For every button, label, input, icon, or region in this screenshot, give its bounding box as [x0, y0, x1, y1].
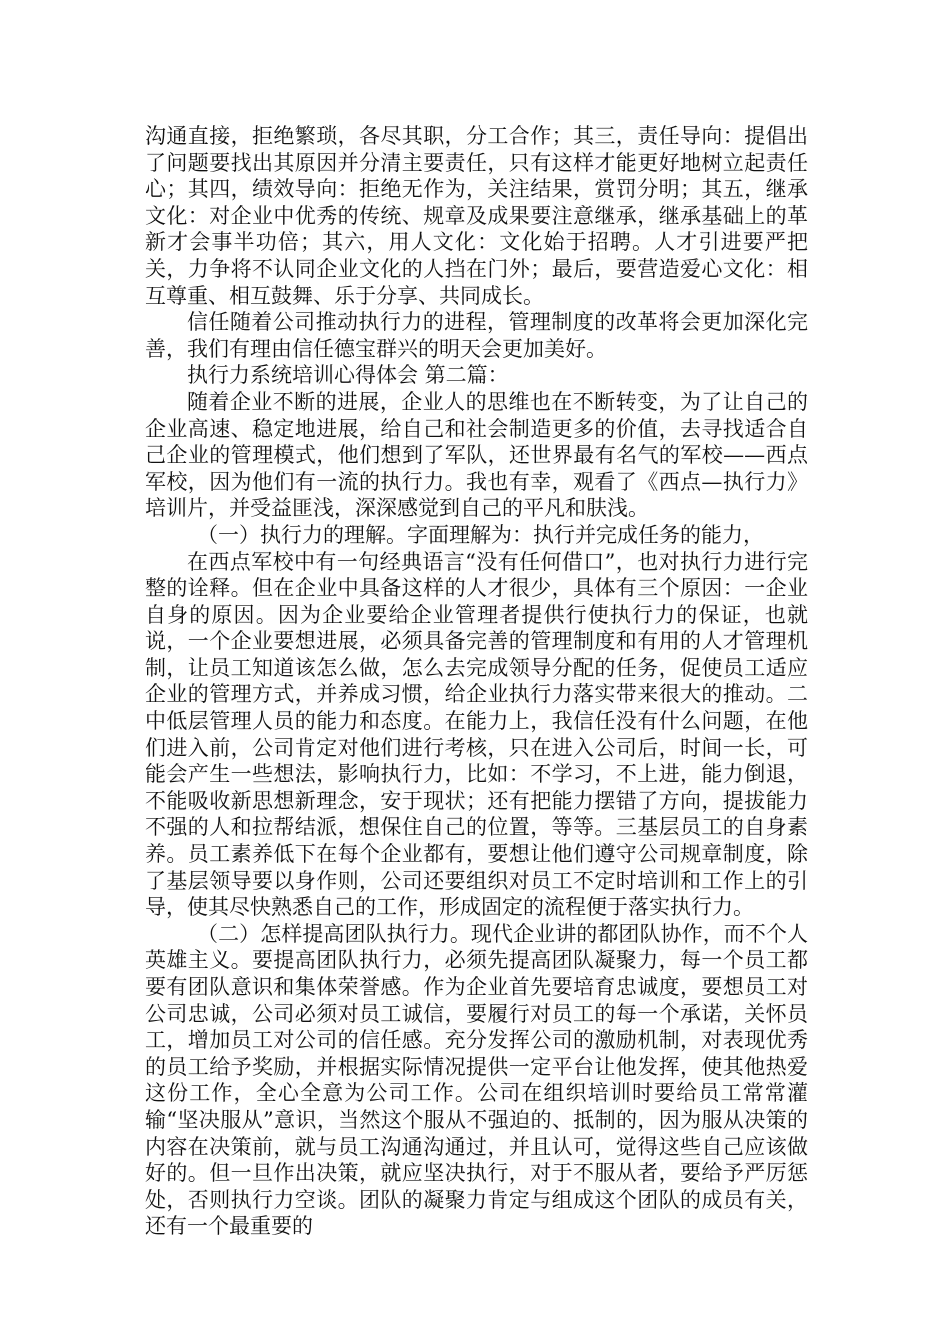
- paragraph-west-point-intro: 随着企业不断的进展，企业人的思维也在不断转变，为了让自己的企业高速、稳定地进展，给自己和社会制造更多的价值，去寻找适合自己企业的管理模式，他们想到了军队，还世界最有名气的军校——西点军校，因为他们有一流的执行力。我也有幸，观看了《西点—执行力》培训片，并受益匪浅，深深感觉到自己的平凡和肤浅。: [145, 389, 808, 521]
- document-body: [145, 123, 808, 1240]
- paragraph-culture-list: 沟通直接，拒绝繁琐，各尽其职，分工合作；其三，责任导向：提倡出了问题要找出其原因并分清主要责任，只有这样才能更好地树立起责任心；其四，绩效导向：拒绝无作为，关注结果，赏罚分明；其五，继承文化：对企业中优秀的传统、规章及成果要注意继承，继承基础上的革新才会事半功倍；其六，用人文化：文化始于招聘。人才引进要严把关，力争将不认同企业文化的人挡在门外；最后，要营造爱心文化：相互尊重、相互鼓舞、乐于分享、共同成长。: [145, 124, 808, 308]
- paragraph-three-reasons: 在西点军校中有一句经典语言“没有任何借口”，也对执行力进行完整的诠释。但在企业中具备这样的人才很少，具体有三个原因：一企业自身的原因。因为企业要给企业管理者提供行使执行力的保证，也就说，一个企业要想进展，必须具备完善的管理制度和有用的人才管理机制，让员工知道该怎么做，怎么去完成领导分配的任务，促使员工适应企业的管理方式，并养成习惯，给企业执行力落实带来很大的推动。二中低层管理人员的能力和态度。在能力上，我信任没有什么问题，在他们进入前，公司肯定对他们进行考核，只在进入公司后，时间一长，可能会产生一些想法，影响执行力，比如：不学习，不上进，能力倒退，不能吸收新思想新理念，安于现状；还有把能力摆错了方向，提拔能力不强的人和拉帮结派，想保住自己的位置，等等。三基层员工的自身素养。员工素养低下在每个企业都有，要想让他们遵守公司规章制度，除了基层领导要以身作则，公司还要组织对员工不定时培训和工作上的引导，使其尽快熟悉自己的工作，形成固定的流程便于落实执行力。: [145, 549, 808, 920]
- paragraph-trust-future: 信任随着公司推动执行力的进程，管理制度的改革将会更加深化完善，我们有理由信任德宝群兴的明天会更加美好。: [145, 310, 808, 361]
- section-heading-part-two: 执行力系统培训心得体会 第二篇：: [187, 363, 509, 388]
- subheading-understanding-execution: （一）执行力的理解。字面理解为：执行并完成任务的能力，: [197, 522, 764, 547]
- paragraph-team-execution: （二）怎样提高团队执行力。现代企业讲的都团队协作，而不个人英雄主义。要提高团队执行力，必须先提高团队凝聚力，每一个员工都要有团队意识和集体荣誉感。作为企业首先要培育忠诚度，要想员工对公司忠诚，公司必须对员工诚信，要履行对员工的每一个承诺，关怀员工，增加员工对公司的信任感。充分发挥公司的激励机制，对表现优秀的员工给予奖励，并根据实际情况提供一定平台让他发挥，使其他热爱这份工作，全心全意为公司工作。公司在组织培训时要给员工常常灌输“坚决服从”意识，当然这个服从不强迫的、抵制的，因为服从决策的内容在决策前，就与员工沟通沟通过，并且认可，觉得这些自己应该做好的。但一旦作出决策，就应坚决执行，对于不服从者，要给予严厉惩处，否则执行力空谈。团队的凝聚力肯定与组成这个团队的成员有关，还有一个最重要的: [145, 921, 808, 1239]
